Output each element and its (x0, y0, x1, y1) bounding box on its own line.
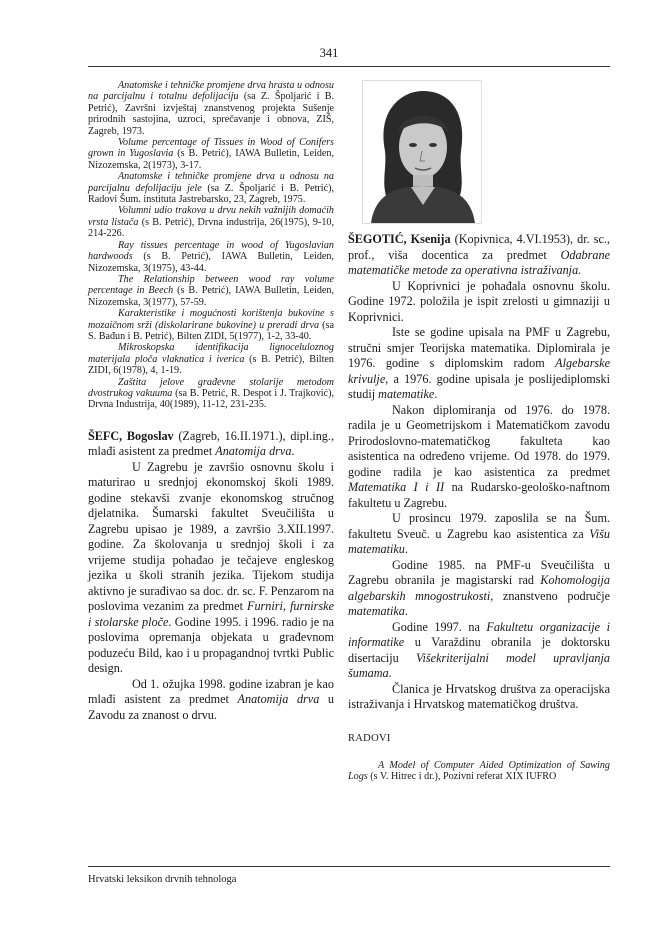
bib-item (88, 205, 334, 239)
paragraph-italic: matematika (348, 604, 405, 618)
paragraph-italic: Fakultetu organizacije i informatike (348, 619, 610, 649)
bib-details: (s B. Petrić), Bilten ZIDI, 6(1978), 4, 1-19. (88, 353, 334, 377)
portrait-image (363, 81, 481, 223)
paragraph (88, 677, 334, 724)
paragraph (348, 511, 610, 558)
bib-title: Anatomske i tehničke promjene drva u odnosu na parcijalnu defolijaciju jele (88, 171, 334, 194)
bib-item (88, 308, 334, 342)
bib-details: (s B. Petrić), IAWA Bulletin, Leiden, Nizozemska, 2(1973), 3-17. (88, 148, 334, 171)
bib-title: Zaštita jelove građevne stolarije metodom dvostrukog vakuuma (88, 376, 334, 399)
paragraph: Članica je Hrvatskog društva za operacijska istraživanja i Hrvatskog matematičkog društva. (348, 681, 610, 711)
biography-segotic (348, 232, 610, 713)
entry-heading-text: (Kopivnica, 4.VI.1953), dr. sc., prof., viša docentica za predmet (348, 232, 610, 262)
footer-rule (88, 866, 610, 867)
bib-details: (s B. Petrić), IAWA Bulletin, Leiden, Nizozemska, 3(1975), 43-44. (88, 251, 334, 274)
paragraph-text: . (404, 542, 408, 556)
bib-item (88, 274, 334, 308)
paragraph (348, 558, 610, 620)
subject-name: Odabrane matematičke metode za operativna istraživanja. (348, 247, 610, 277)
right-column (348, 80, 610, 782)
reference-title: A Model of Computer Aided Optimization of Sawing Logs (348, 759, 610, 782)
bib-item (88, 137, 334, 171)
paragraph (348, 403, 610, 512)
bib-details: (sa Z. Špoljarić i B. Petrić), Radovi Šum. instituta Jastrebarsko, 23, Zagreb, 1975. (88, 182, 334, 206)
bib-title: The Relationship between wood ray volume percentage in Beech (88, 273, 334, 297)
paragraph-text: . (388, 666, 392, 680)
page-number: 341 (319, 46, 339, 60)
paragraph-text: u Varaždinu obranila je doktorsku disertaciju (348, 635, 610, 665)
paragraph-text: na Rudarsko-geološko-naftnom fakultetu u Zagrebu. (348, 480, 610, 510)
bib-title: Anatomske i tehničke promjene drva hrasta u odnosu na parcijalnu i totalnu defolijaciju (88, 80, 334, 103)
bib-title: Volume percentage of Tissues in Wood of Conifers grown in Yugoslavia (88, 137, 334, 160)
entry-heading (348, 232, 610, 279)
paragraph-text: , znanstveno područje (490, 588, 610, 603)
left-column (88, 80, 334, 723)
biography-sefc (88, 429, 334, 724)
paragraph-text: Nakon diplomiranja od 1976. do 1978. radila je u Geometrijskom i Matematičkom zavodu Prirodoslovno-matematičkog fakulteta kao asistentica na određeno vrijeme. Od 1978. do 1979. godine radila je kao asistentica za predmet (348, 402, 610, 479)
paragraph-text: , a 1976. godine upisala je poslijediplomski studij (348, 371, 610, 401)
bib-details: (sa B. Petrić, R. Despot i J. Trajković), Drvna Industrija, 40(1989), 11-12, 231-235. (88, 387, 335, 411)
paragraph: U Koprivnici je pohađala osnovnu školu. Godine 1972. položila je ispit zrelosti u gimnaziji u Koprivnici. (348, 278, 610, 324)
paragraph-text: Godine 1985. na PMF-u Sveučilišta u Zagrebu obranila je magistarski rad (348, 557, 610, 587)
paragraph-text: U Zagrebu je završio osnovnu školu i maturirao u srednjoj ekonomskoj školi 1989. godine stekavši zvanje ekonomskog stručnog djelatnika. Šumarski fakultet Sveučilišta u Zagrebu upisao je 1989, a završio 3.XII.1997. godine. Za školovanja u srednjoj školi i za vrijeme studija pohađao je tečajeve engleskog jezika u školi stranih jezika. Tijekom studija aktivno je surađivao sa doc. dr. sc. F. Penzarom na poslovima vezanim za predmet (88, 459, 334, 614)
person-name: ŠEFC, Bogoslav (88, 428, 174, 443)
bib-details: (sa S. Bađun i B. Petrić), Bilten ZIDI, 5(1977), 1-2, 33-40. (88, 319, 334, 342)
paragraph-text: Od 1. ožujka 1998. godine izabran je kao mlađi asistent za predmet (88, 676, 334, 707)
header-rule (88, 66, 610, 67)
reference-list (348, 760, 610, 783)
paragraph-text: . Godine 1995. i 1996. radio je na poslovima opremanja objekata u građevnom poduzeću Bild, kao i u propagandnoj tvrtki Public design. (88, 614, 334, 676)
bib-details: (s B. Petrić), Drvna industrija, 26(1975), 9-10, 214-226. (88, 216, 335, 240)
person-name: ŠEGOTIĆ, Ksenija (348, 232, 451, 246)
reference-details: (s V. Hitrec i dr.), Pozivni referat XIX IUFRO (367, 770, 557, 782)
paragraph-italic: Algebarske krivulje (348, 356, 610, 386)
paragraph-italic: matematike (378, 387, 435, 401)
entry-heading-text: (Zagreb, 16.II.1971.), dipl.ing., mlađi asistent za predmet (88, 428, 334, 459)
paragraph-italic: Anatomija drva (237, 692, 320, 707)
paragraph-italic: Kohomologija algebarskih mnogostrukosti (348, 573, 610, 603)
bib-title: Karakteristike i mogućnosti korištenja bukovine s mozaičnom srži (diskolarirane bukovine) u preradi drva (88, 308, 334, 331)
section-heading-radovi: RADOVI (348, 732, 391, 744)
paragraph (348, 325, 610, 403)
paragraph-italic: Matematika I i II (348, 480, 445, 494)
paragraph-text: Iste se godine upisala na PMF u Zagrebu, stručni smjer Teorijska matematika. Diplomirala je 1976. godine s diplomskim radom (348, 325, 610, 370)
paragraph-text: . (434, 387, 438, 401)
footer-text: Hrvatski leksikon drvnih tehnologa (88, 874, 237, 885)
paragraph-text: u Zavodu za znanost o drvu. (88, 692, 335, 722)
bib-details: (s B. Petrić), IAWA Bulletin, Leiden, Nizozemska, 3(1977), 57-59. (88, 285, 334, 308)
bib-item (88, 342, 334, 376)
paragraph (88, 460, 334, 677)
bib-item (88, 171, 334, 205)
paragraph-text: U prosincu 1979. zaposlila se na Šum. fakultetu Sveuč. u Zagrebu kao asistentica za (348, 511, 610, 541)
paragraph-italic: Višu matematiku (348, 526, 610, 556)
paragraph-text: . (404, 604, 408, 618)
bib-details: (sa Z. Špoljarić i B. Petrić), Završni izvještaj znanstvenog projekta Sušenje prirodnih sastojina, uzroci, sprečavanje i obnova, ZIŠ, Zagreb, 1973. (88, 91, 334, 137)
bib-item (88, 377, 334, 411)
bib-title: Volumni udio trakova u drvu nekih važnijih domaćih vrsta listača (88, 205, 334, 228)
reference-item (348, 760, 610, 783)
entry-heading-end: . (291, 444, 295, 459)
subject-name: Anatomija drva (215, 444, 292, 459)
entry-heading (88, 429, 334, 460)
bib-title: Ray tissues percentage in wood of Yugoslavian hardwoods (88, 239, 334, 263)
paragraph-text: Godine 1997. na (392, 619, 487, 634)
bibliography-list (88, 80, 334, 411)
bib-item (88, 240, 334, 274)
bib-title: Mikroskopska identifikacija lignoceluloznog materijala ploča vlaknatica i iverica (88, 342, 334, 365)
paragraph-italic: Furniri, furnirske i stolarske ploče (88, 599, 334, 629)
bib-item (88, 80, 334, 137)
paragraph-italic: Višekriterijalni model upravljanja šumama (348, 650, 611, 680)
paragraph (348, 620, 610, 682)
portrait-photo (362, 80, 482, 224)
